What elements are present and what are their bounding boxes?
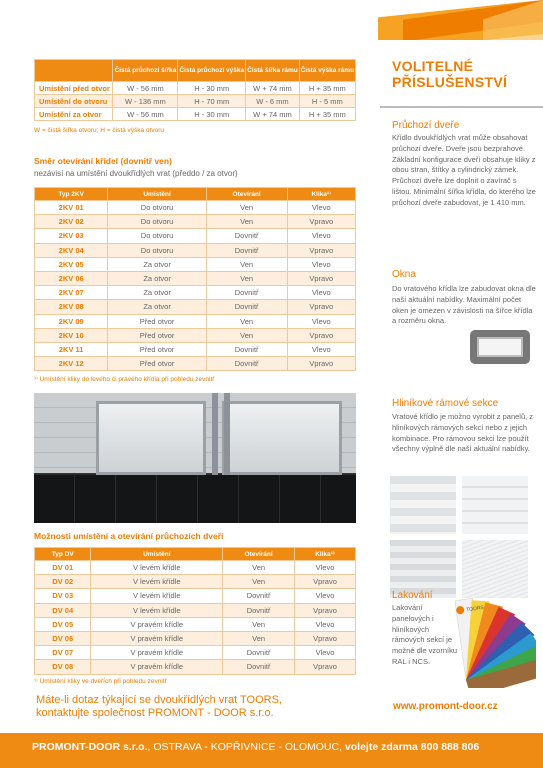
table1-note: W = čistá šířka otvoru; H = čistá výška otvoru bbox=[34, 127, 165, 134]
table-row: DV 08 V pravém křídle Dovnitř Vpravo bbox=[35, 660, 356, 674]
table-row: DV 02 V levém křídle Ven Vpravo bbox=[35, 575, 356, 589]
col-header: Typ DV bbox=[35, 548, 91, 561]
swatch-brand-label: TOORS bbox=[465, 604, 485, 614]
table-row: DV 07 V pravém křídle Dovnitř Vlevo bbox=[35, 646, 356, 660]
table-row: DV 01 V levém křídle Ven Vlevo bbox=[35, 561, 356, 575]
col-header: Čistá průchozí šířka bbox=[113, 60, 178, 82]
table-row: 2KV 02 Do otvoru Ven Vpravo bbox=[35, 215, 356, 229]
table-row: Umístění do otvoru W - 136 mm H - 70 mm W - 6 mm H - 5 mm bbox=[35, 95, 356, 108]
col-header: Čistá šířka rámu bbox=[246, 60, 299, 82]
window-text: Do vratového křídla lze zabudovat okna dle naší aktuální nabídky. Maximální počet oken je omezen v závislosti na šířce křídla a rozměru okna. bbox=[392, 284, 536, 326]
sidebar-title: VOLITELNÉ PŘÍSLUŠENSTVÍ bbox=[392, 58, 508, 90]
col-header: Otevírání bbox=[223, 548, 295, 561]
doors-text: Křídlo dvoukřídlých vrat může obsahovat průchozí dveře. Dveře jsou bezprahové. Základní konfigurace dveří obsahuje kliky z obou stran, štítky a cylindrický zámek. Průchozí dveře lze doplnit o zavírač s lištou. Minimální šířka křídla, do kterého lze průchozí dveře zabudovat, je 1 410 mm. bbox=[392, 133, 536, 207]
table-row: 2KV 11 Před otvor Dovnitř Vlevo bbox=[35, 342, 356, 356]
col-header: Čistá průchozí výška bbox=[178, 60, 246, 82]
table-row: DV 06 V pravém křídle Ven Vpravo bbox=[35, 631, 356, 645]
table-row: DV 03 V levém křídle Dovnitř Vlevo bbox=[35, 589, 356, 603]
section-title-doors: Možnosti umístění a otevírání průchozích dveří bbox=[34, 531, 224, 541]
footer-locations: , OSTRAVA - KOPŘIVNICE - OLOMOUC, bbox=[147, 741, 345, 753]
col-header: Typ 2KV bbox=[35, 188, 108, 201]
col-header: Otevírání bbox=[206, 188, 287, 201]
section-title-opening: Směr otevírání křídel (dovnitř ven) bbox=[34, 156, 172, 166]
panel-sample-image bbox=[390, 476, 456, 534]
footer-phone: volejte zdarma 800 888 806 bbox=[344, 741, 480, 753]
website-link[interactable]: www.promont-door.cz bbox=[393, 701, 498, 712]
table3-note: ¹⁾ Umístění kliky ve dveřích při pohledu zevnitř bbox=[34, 678, 167, 685]
table-row: Umístění za otvor W - 56 mm H - 30 mm W + 74 mm H + 35 mm bbox=[35, 108, 356, 121]
col-header: Umístění bbox=[108, 188, 206, 201]
table-row: 2KV 04 Do otvoru Dovnitř Vpravo bbox=[35, 243, 356, 257]
table-row: 2KV 05 Za otvor Ven Vlevo bbox=[35, 257, 356, 271]
col-header: Čistá výška rámu bbox=[299, 60, 355, 82]
color-swatch-fan-image bbox=[452, 592, 536, 688]
table-row: 2KV 08 Za otvor Dovnitř Vpravo bbox=[35, 300, 356, 314]
table-row: DV 05 V pravém křídle Ven Vlevo bbox=[35, 617, 356, 631]
footer-company: PROMONT-DOOR s.r.o. bbox=[32, 741, 148, 753]
paint-heading: Lakování bbox=[392, 590, 433, 601]
table-row: 2KV 06 Za otvor Ven Vpravo bbox=[35, 271, 356, 285]
opening-direction-table bbox=[34, 187, 356, 371]
panel-sample-image bbox=[462, 540, 528, 598]
table-row: Umístění před otvor W - 56 mm H - 30 mm W + 74 mm H + 35 mm bbox=[35, 82, 356, 95]
corner-decoration bbox=[378, 0, 543, 40]
frame-heading: Hliníkové rámové sekce bbox=[392, 398, 499, 409]
table-row: 2KV 03 Do otvoru Dovnitř Vlevo bbox=[35, 229, 356, 243]
footer-text bbox=[32, 741, 479, 753]
dimensions-table bbox=[34, 59, 356, 121]
door-placement-table bbox=[34, 547, 356, 675]
table-row: 2KV 09 Před otvor Ven Vlevo bbox=[35, 314, 356, 328]
divider bbox=[380, 106, 543, 108]
col-header: Umístění bbox=[91, 548, 223, 561]
frame-text: Vratové křídlo je možno vyrobit z panelů, z hliníkových rámových sekcí nebo z jejich kombinace. Pro rámovou sekci lze použít všechny výplně dle naší aktuální nabídky. bbox=[392, 412, 534, 454]
col-header: Klika¹⁾ bbox=[295, 548, 356, 561]
table-row: 2KV 01 Do otvoru Ven Vlevo bbox=[35, 201, 356, 215]
paint-text: Lakování panelových i hliníkových rámových sekcí je možné dle vzorníku RAL i NCS. bbox=[392, 603, 458, 666]
section-subtitle-opening: nezávisí na umístění dvoukřídlých vrat (předdo / za otvor) bbox=[34, 169, 238, 178]
doors-heading: Průchozí dveře bbox=[392, 120, 460, 131]
col-header: Klika¹⁾ bbox=[287, 188, 356, 201]
contact-callout: Máte-li dotaz týkající se dvoukřídlých vrat TOORS, kontaktujte společnost PROMONT - DOOR s.r.o. bbox=[36, 694, 282, 719]
double-door-photo bbox=[34, 393, 356, 523]
window-frame-image bbox=[470, 330, 530, 364]
table-row: 2KV 12 Před otvor Dovnitř Vpravo bbox=[35, 357, 356, 371]
table-row: 2KV 10 Před otvor Ven Vpravo bbox=[35, 328, 356, 342]
window-heading: Okna bbox=[392, 269, 416, 280]
table2-note: ¹⁾ Umístění kliky do levého či pravého křídla při pohledu zevnitř bbox=[34, 376, 215, 383]
panel-sample-image bbox=[462, 476, 528, 534]
table-row: DV 04 V levém křídle Dovnitř Vpravo bbox=[35, 603, 356, 617]
table-row: 2KV 07 Za otvor Dovnitř Vlevo bbox=[35, 286, 356, 300]
